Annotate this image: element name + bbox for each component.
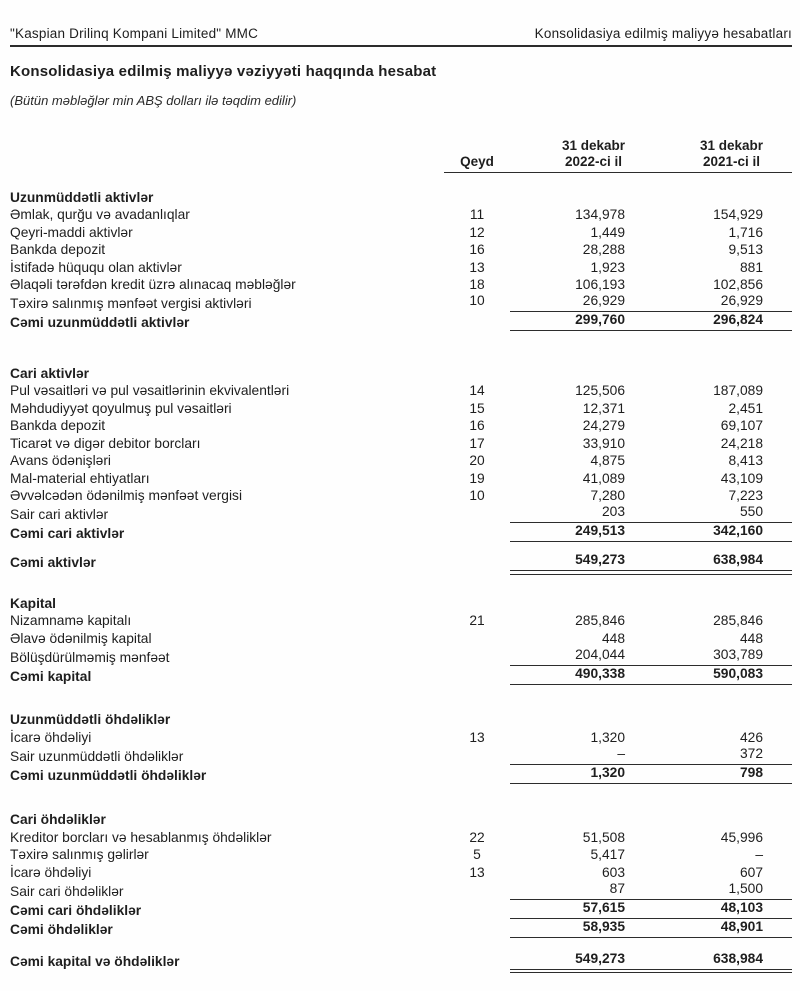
row-note-number (444, 647, 510, 666)
table-row (10, 504, 792, 523)
row-label: Əvvəlcədən ödənilmiş mənfəət vergisi (10, 488, 243, 503)
row-label: Avans ödənişləri (10, 453, 111, 468)
section-gap (10, 542, 792, 552)
row-value-2021: 7,223 (728, 488, 763, 503)
row-values (510, 631, 792, 647)
currency-note: (Bütün məbləğlər min ABŞ dolları ilə təqdim edilir) (10, 93, 297, 108)
column-header-note: Qeyd (460, 153, 494, 169)
row-label: Təxirə salınmış mənfəət vergisi aktivləri (10, 296, 252, 311)
table-row (10, 811, 792, 829)
row-value-2021: 448 (739, 630, 763, 646)
row-value-2021: 881 (739, 259, 763, 275)
table-row (10, 399, 792, 417)
table-row (10, 364, 792, 382)
row-value-2022: 1,923 (590, 259, 625, 275)
row-values (510, 225, 792, 241)
row-value-2022: 1,320 (590, 764, 625, 780)
row-label: Nizamnamə kapitalı (10, 613, 132, 628)
row-label: Cəmi cari aktivlər (10, 526, 125, 541)
row-value-2021: – (755, 847, 763, 862)
row-values (510, 488, 792, 504)
row-label: Sair cari aktivlər (10, 507, 109, 522)
row-label: Cəmi uzunmüddətli aktivlər (10, 315, 190, 330)
row-value-2022: 41,089 (582, 470, 625, 486)
row-values (510, 260, 792, 276)
row-value-2022: 58,935 (582, 918, 625, 934)
row-value-2022: 299,760 (575, 312, 625, 327)
table-row (10, 828, 792, 846)
table-row (10, 629, 792, 647)
row-note-number (444, 746, 510, 765)
table-row (10, 523, 792, 542)
table-row (10, 846, 792, 864)
row-value-2021: 154,929 (713, 207, 763, 222)
row-label: Sair cari öhdəliklər (10, 883, 124, 899)
row-value-2021: 24,218 (720, 435, 763, 451)
table-row (10, 206, 792, 224)
row-value-2021: 1,500 (728, 880, 763, 896)
row-note-number: 13 (469, 259, 485, 275)
table-row (10, 881, 792, 900)
row-value-2022: 603 (601, 864, 625, 880)
row-value-2022: 549,273 (575, 552, 625, 567)
row-value-2021: 426 (739, 729, 763, 745)
column-header-group (444, 138, 792, 173)
column-header-2022-line1: 31 dekabr (561, 138, 625, 153)
row-label: İstifadə hüququ olan aktivlər (10, 259, 182, 275)
row-value-2022: 4,875 (590, 453, 625, 468)
row-note-number: 13 (469, 729, 485, 745)
table-row (10, 223, 792, 241)
row-value-2021: 285,846 (713, 613, 763, 628)
row-value-2022: 125,506 (575, 383, 625, 398)
row-note-number (444, 765, 510, 784)
row-value-2021: 26,929 (720, 293, 763, 308)
row-value-2022: 1,449 (590, 224, 625, 240)
row-note-number (444, 951, 510, 970)
table-row (10, 434, 792, 452)
table-row (10, 382, 792, 400)
row-values (510, 523, 792, 542)
row-note-number (444, 552, 510, 571)
row-value-2022: 26,929 (582, 293, 625, 308)
row-label: Əlaqəli tərəfdən kredit üzrə alınacaq məbləğlər (10, 277, 296, 292)
row-note-number: 20 (469, 453, 485, 468)
row-value-2021: 48,103 (720, 899, 763, 915)
row-label: Məhdudiyyət qoyulmuş pul vəsaitləri (10, 400, 232, 416)
row-value-2022: 204,044 (575, 646, 625, 662)
row-label: Təxirə salınmış gəlirlər (10, 847, 149, 862)
row-value-2021: 45,996 (720, 829, 763, 845)
row-values (510, 293, 792, 312)
row-note-number: 11 (469, 207, 485, 222)
section-gap (10, 331, 792, 364)
row-label: Qeyri-maddi aktivlər (10, 224, 133, 240)
row-values (510, 242, 792, 258)
row-note-number: 16 (469, 418, 485, 433)
row-value-2022: 249,513 (575, 523, 625, 538)
column-header-2021-line2: 2021-ci il (702, 153, 760, 169)
table-row (10, 666, 792, 685)
company-name: "Kaspian Drilinq Kompani Limited" MMC (10, 26, 259, 41)
row-value-2021: 48,901 (720, 918, 763, 934)
row-value-2022: 87 (609, 880, 625, 896)
row-value-2022: 7,280 (590, 488, 625, 503)
row-label: Əmlak, qurğu və avadanlıqlar (10, 207, 190, 222)
section-gap (10, 685, 792, 711)
row-note-number: 10 (469, 293, 485, 308)
row-values (510, 865, 792, 881)
row-label: Bölüşdürülməmiş mənfəət (10, 649, 170, 665)
row-label: Cəmi cari öhdəliklər (10, 902, 142, 918)
table-row (10, 469, 792, 487)
table-column-header (10, 138, 792, 173)
row-note-number (444, 666, 510, 685)
row-value-2021: 342,160 (713, 523, 763, 538)
row-note-number (444, 312, 510, 331)
row-label: Əlavə ödənilmiş kapital (10, 630, 152, 646)
row-note-number: 19 (469, 470, 485, 486)
row-value-2021: 550 (739, 504, 763, 519)
row-label: Pul vəsaitləri və pul vəsaitlərinin ekvivalentləri (10, 383, 290, 398)
row-values (510, 647, 792, 666)
row-label: Uzunmüddətli öhdəliklər (10, 712, 171, 727)
table-row (10, 612, 792, 630)
row-note-number: 17 (469, 435, 485, 451)
row-values (510, 418, 792, 434)
row-label: Sair uzunmüddətli öhdəliklər (10, 748, 184, 764)
row-values (510, 666, 792, 685)
column-header-2021-line1: 31 dekabr (699, 138, 763, 153)
row-value-2021: 372 (739, 745, 763, 761)
table-row (10, 188, 792, 206)
table-row (10, 276, 792, 294)
table-row (10, 711, 792, 729)
row-value-2022: – (617, 745, 625, 761)
running-header (10, 26, 792, 47)
row-label: İcarə öhdəliyi (10, 864, 92, 880)
row-value-2022: 5,417 (590, 847, 625, 862)
row-label: Ticarət və digər debitor borcları (10, 435, 201, 451)
row-note-number: 5 (473, 847, 481, 862)
row-note-number (444, 631, 510, 647)
table-row (10, 728, 792, 746)
row-note-number: 14 (469, 383, 485, 398)
row-values (510, 383, 792, 399)
table-row (10, 746, 792, 765)
row-note-number (444, 919, 510, 938)
row-value-2021: 8,413 (728, 453, 763, 468)
row-label: Cəmi aktivlər (10, 555, 96, 570)
row-label: Bankda depozit (10, 418, 106, 433)
table-row (10, 258, 792, 276)
row-value-2022: 1,320 (590, 729, 625, 745)
row-label: Cəmi uzunmüddətli öhdəliklər (10, 767, 207, 783)
row-values (510, 830, 792, 846)
row-note-number (444, 523, 510, 542)
row-value-2022: 134,978 (575, 207, 625, 222)
row-values (510, 277, 792, 293)
row-values (510, 436, 792, 452)
row-values (510, 730, 792, 746)
row-value-2022: 57,615 (582, 899, 625, 915)
row-value-2022: 33,910 (582, 435, 625, 451)
column-header-2021 (625, 138, 792, 169)
row-note-number (444, 900, 510, 919)
row-label: Bankda depozit (10, 242, 106, 257)
table-row (10, 594, 792, 612)
row-values (510, 847, 792, 863)
table-row (10, 417, 792, 435)
table-row (10, 647, 792, 666)
row-value-2022: 203 (601, 504, 625, 519)
row-value-2022: 106,193 (575, 277, 625, 292)
row-label: Kapital (10, 595, 56, 611)
table-row (10, 487, 792, 505)
row-value-2021: 296,824 (713, 312, 763, 327)
section-gap (10, 938, 792, 951)
row-value-2021: 1,716 (728, 224, 763, 240)
row-values (510, 401, 792, 417)
row-label: Cəmi kapital və öhdəliklər (10, 953, 180, 969)
table-row (10, 765, 792, 784)
row-value-2022: 24,279 (582, 418, 625, 433)
table-row (10, 452, 792, 470)
table-row (10, 241, 792, 259)
row-note-number: 18 (469, 277, 485, 292)
row-value-2021: 9,513 (728, 242, 763, 257)
column-header-2022-line2: 2022-ci il (564, 153, 622, 169)
table-row (10, 919, 792, 938)
statement-title: Konsolidasiya edilmiş maliyyə vəziyyəti haqqında hesabat (10, 63, 437, 80)
row-note-number: 12 (469, 224, 485, 240)
row-label: Mal-material ehtiyatları (10, 470, 150, 486)
table-row (10, 312, 792, 331)
table-row (10, 863, 792, 881)
report-set-title: Konsolidasiya edilmiş maliyyə hesabatları (534, 26, 792, 41)
row-value-2021: 798 (739, 764, 763, 780)
row-values (510, 207, 792, 223)
section-gap (10, 784, 792, 811)
row-note-number: 21 (469, 613, 485, 628)
row-value-2021: 69,107 (720, 418, 763, 433)
row-value-2021: 102,856 (713, 277, 763, 292)
row-values (510, 919, 792, 938)
row-value-2021: 638,984 (713, 950, 763, 966)
row-label: Cəmi öhdəliklər (10, 921, 113, 937)
row-note-number (444, 504, 510, 523)
table-row (10, 552, 792, 571)
table-body (10, 188, 792, 970)
row-note-number: 13 (469, 864, 485, 880)
row-values (510, 881, 792, 900)
row-value-2022: 51,508 (582, 829, 625, 845)
row-value-2021: 43,109 (720, 470, 763, 486)
row-values (510, 765, 792, 784)
row-values (510, 453, 792, 469)
row-values (510, 900, 792, 919)
row-label: İcarə öhdəliyi (10, 729, 92, 745)
row-note-number: 16 (469, 242, 485, 257)
row-note-number: 10 (469, 488, 485, 503)
row-value-2022: 285,846 (575, 613, 625, 628)
row-note-number: 15 (469, 400, 485, 416)
row-value-2021: 590,083 (713, 665, 763, 681)
table-row (10, 900, 792, 919)
row-note-number: 22 (469, 829, 485, 845)
row-value-2022: 448 (601, 630, 625, 646)
row-value-2021: 187,089 (713, 383, 763, 398)
row-label: Uzunmüddətli aktivlər (10, 189, 154, 205)
row-label: Cari öhdəliklər (10, 812, 106, 827)
row-label: Cari aktivlər (10, 365, 89, 381)
row-value-2022: 28,288 (582, 242, 625, 257)
row-value-2021: 638,984 (713, 552, 763, 567)
column-header-2022 (510, 138, 625, 169)
row-label: Cəmi kapital (10, 668, 92, 684)
row-value-2021: 303,789 (713, 646, 763, 662)
row-values (510, 312, 792, 331)
row-values (510, 471, 792, 487)
row-values (510, 613, 792, 629)
table-row (10, 293, 792, 312)
row-values (510, 951, 792, 970)
row-note-number (444, 881, 510, 900)
row-value-2021: 2,451 (728, 400, 763, 416)
row-value-2022: 12,371 (582, 400, 625, 416)
row-values (510, 746, 792, 765)
table-row (10, 951, 792, 970)
row-values (510, 552, 792, 571)
row-value-2022: 490,338 (575, 665, 625, 681)
row-value-2021: 607 (739, 864, 763, 880)
row-value-2022: 549,273 (575, 950, 625, 966)
row-values (510, 504, 792, 523)
row-label: Kreditor borcları və hesablanmış öhdəliklər (10, 829, 272, 845)
